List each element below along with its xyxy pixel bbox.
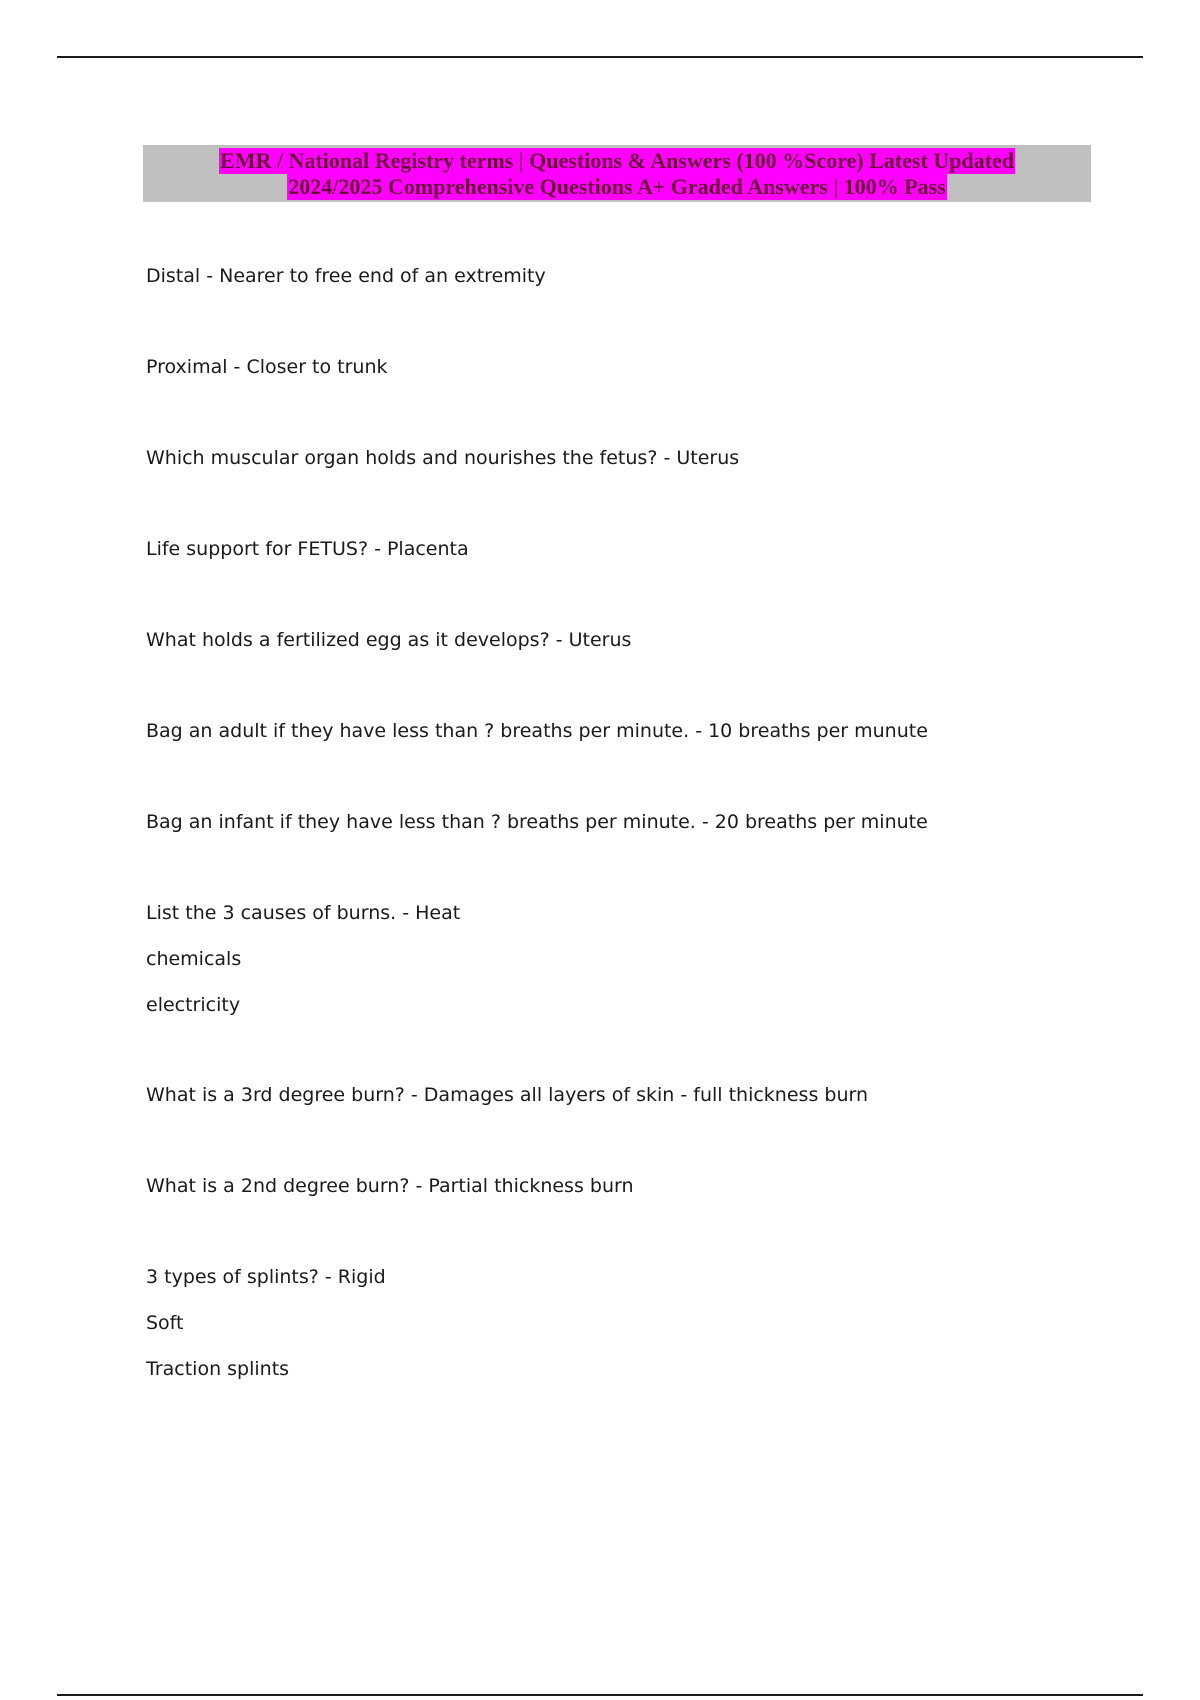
qa-item: [146, 444, 1126, 535]
qa-list: [146, 262, 1126, 1445]
document-title-line-1: EMR / National Registry terms | Questions & Answers (100 %Score) Latest Updated: [220, 147, 1014, 173]
qa-text: 3 types of splints? - Rigid: [146, 1266, 386, 1288]
qa-text: List the 3 causes of burns. - Heat: [146, 902, 461, 924]
qa-text: Proximal - Closer to trunk: [146, 356, 388, 378]
document-title-line-2: 2024/2025 Comprehensive Questions A+ Graded Answers | 100% Pass: [288, 173, 946, 199]
qa-item: [146, 262, 1126, 353]
qa-text: What is a 3rd degree burn? - Damages all layers of skin - full thickness burn: [146, 1084, 868, 1106]
qa-text-continuation: electricity: [146, 994, 241, 1016]
qa-item: [146, 1172, 1126, 1263]
qa-text: What holds a fertilized egg as it develops? - Uterus: [146, 629, 632, 651]
qa-item: [146, 626, 1126, 717]
qa-text-continuation: chemicals: [146, 948, 242, 970]
qa-item: [146, 717, 1126, 808]
qa-item: [146, 899, 1126, 1081]
qa-text: Life support for FETUS? - Placenta: [146, 538, 469, 560]
document-title-banner: [143, 145, 1091, 202]
bottom-rule: [57, 1694, 1143, 1696]
qa-text: Distal - Nearer to free end of an extremity: [146, 265, 546, 287]
qa-text: Bag an adult if they have less than ? breaths per minute. - 10 breaths per munute: [146, 720, 928, 742]
qa-item: [146, 808, 1126, 899]
qa-item: [146, 1081, 1126, 1172]
qa-item: [146, 353, 1126, 444]
qa-text-continuation: Soft: [146, 1312, 184, 1334]
qa-text: What is a 2nd degree burn? - Partial thickness burn: [146, 1175, 634, 1197]
qa-text: Which muscular organ holds and nourishes the fetus? - Uterus: [146, 447, 740, 469]
qa-text: Bag an infant if they have less than ? breaths per minute. - 20 breaths per minute: [146, 811, 928, 833]
qa-item: [146, 535, 1126, 626]
qa-text-continuation: Traction splints: [146, 1358, 290, 1380]
top-rule: [57, 56, 1143, 58]
qa-item: [146, 1263, 1126, 1445]
